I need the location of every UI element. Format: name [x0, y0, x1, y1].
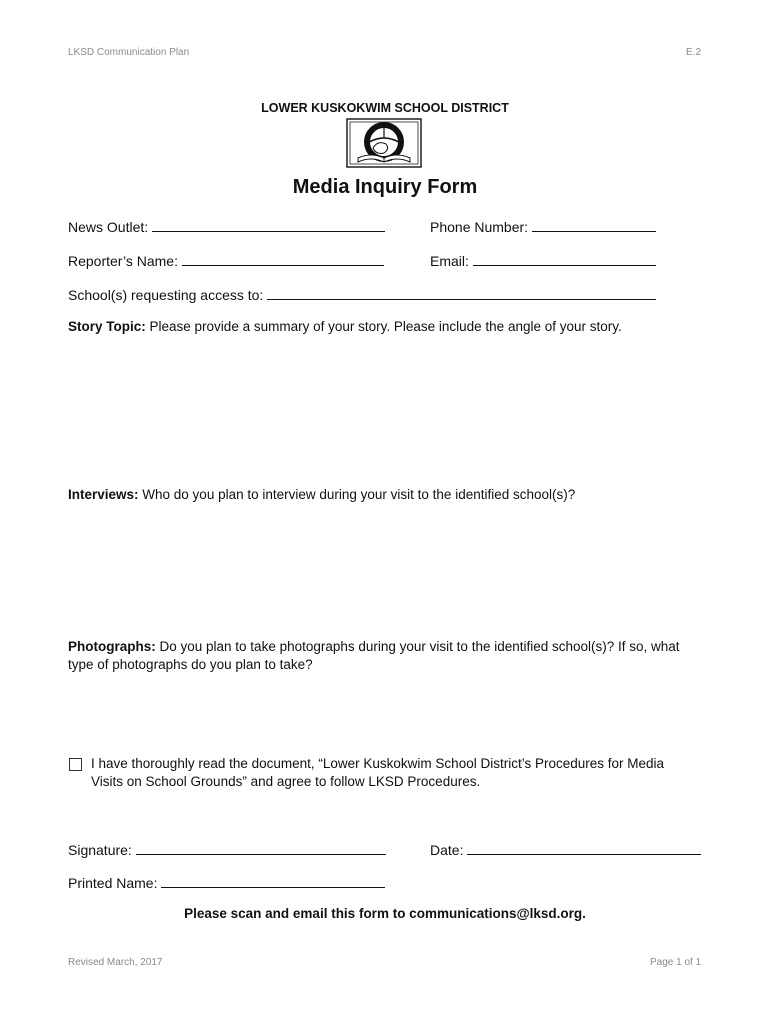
interviews-label: Interviews: [68, 487, 139, 502]
photographs-label: Photographs: [68, 639, 156, 654]
reporters-name-label: Reporter’s Name: [68, 253, 178, 269]
header-right: E.2 [686, 47, 702, 58]
reporters-name-row [68, 251, 384, 269]
news-outlet-label: News Outlet: [68, 219, 149, 235]
photographs-section [68, 638, 708, 674]
email-row [430, 251, 656, 269]
date-field[interactable] [467, 840, 701, 855]
district-name: LOWER KUSKOKWIM SCHOOL DISTRICT [261, 101, 509, 115]
story-topic-section [68, 318, 708, 336]
schools-access-field[interactable] [267, 285, 656, 300]
phone-number-field[interactable] [532, 217, 656, 232]
photographs-answer-area[interactable] [68, 678, 702, 748]
reporters-name-field[interactable] [182, 251, 384, 266]
form-title: Media Inquiry Form [292, 176, 478, 198]
agreement-line-2: Visits on School Grounds” and agree to follow LKSD Procedures. [91, 774, 481, 789]
signature-label: Signature: [68, 842, 132, 858]
signature-row [68, 840, 386, 858]
agreement-text [91, 755, 711, 791]
agreement-checkbox[interactable] [69, 758, 82, 771]
footer-page-number: Page 1 of 1 [650, 957, 702, 968]
interviews-answer-area[interactable] [68, 508, 702, 633]
news-outlet-field[interactable] [152, 217, 385, 232]
interviews-text: Who do you plan to interview during your visit to the identified school(s)? [138, 487, 576, 502]
schools-access-row [68, 285, 656, 303]
interviews-section [68, 486, 708, 504]
printed-name-field[interactable] [161, 873, 385, 888]
schools-access-label: School(s) requesting access to: [68, 287, 264, 303]
signature-field[interactable] [136, 840, 386, 855]
news-outlet-row [68, 217, 385, 235]
scan-email-instruction: Please scan and email this form to communications@lksd.org. [184, 906, 586, 921]
printed-name-row [68, 873, 385, 891]
printed-name-label: Printed Name: [68, 875, 158, 891]
story-topic-answer-area[interactable] [68, 340, 702, 480]
email-label: Email: [430, 253, 469, 269]
date-label: Date: [430, 842, 464, 858]
story-topic-label: Story Topic: [68, 319, 146, 334]
footer-revised: Revised March, 2017 [68, 957, 163, 968]
agreement-line-1: I have thoroughly read the document, “Lower Kuskokwim School District’s Procedures for Media [91, 756, 665, 771]
email-field[interactable] [473, 251, 656, 266]
photographs-text: Do you plan to take photographs during your visit to the identified school(s)? If so, what type of photographs do you plan to take? [68, 639, 680, 672]
phone-number-row [430, 217, 656, 235]
district-seal-icon [346, 118, 422, 168]
phone-number-label: Phone Number: [430, 219, 529, 235]
header-left: LKSD Communication Plan [68, 47, 190, 58]
story-topic-text: Please provide a summary of your story. Please include the angle of your story. [145, 319, 622, 334]
date-row [430, 840, 701, 858]
